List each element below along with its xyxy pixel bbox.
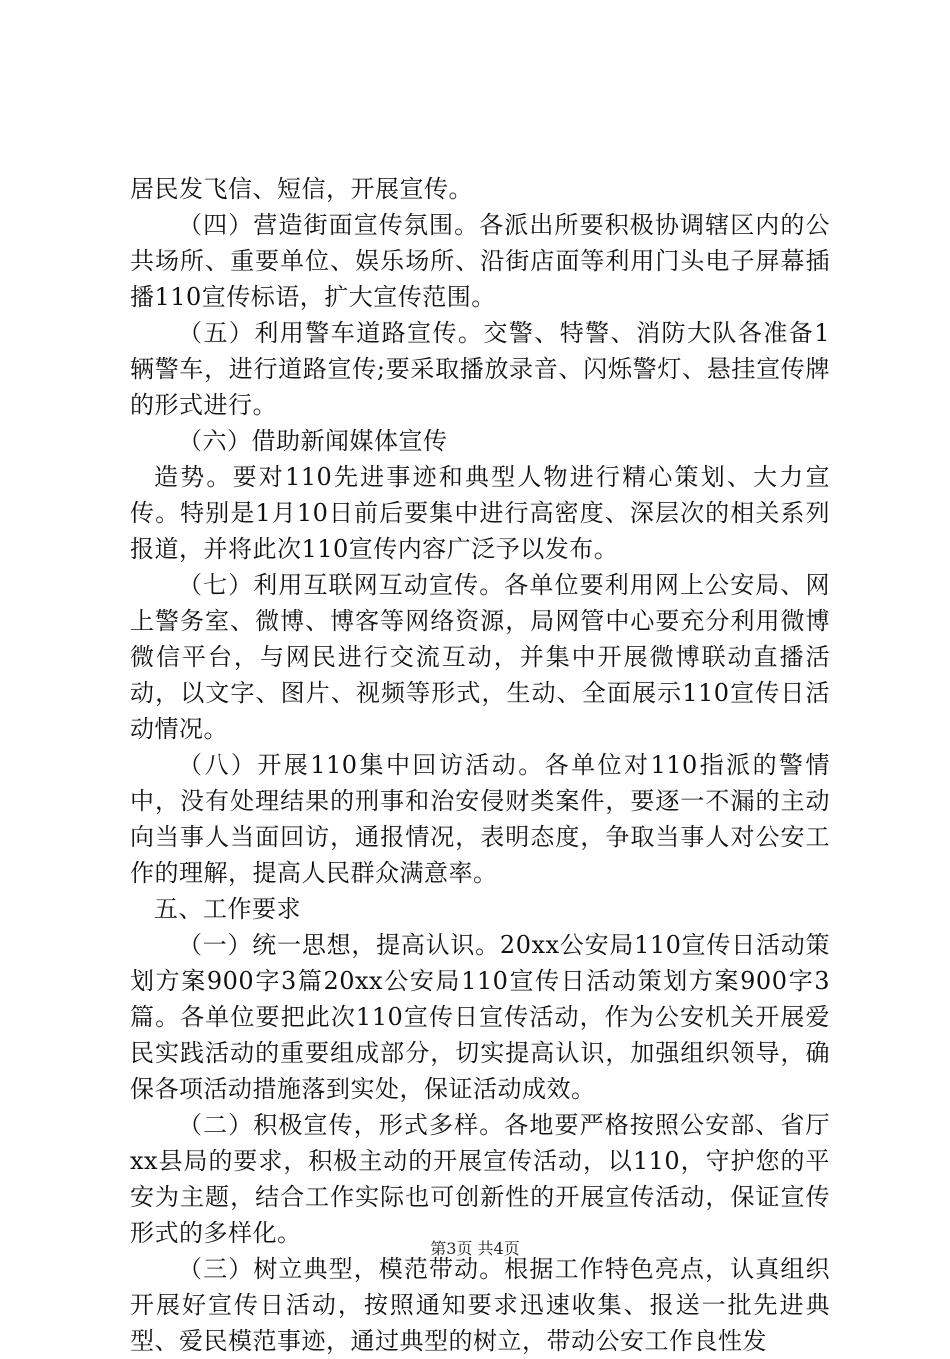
paragraph-item-6-heading: （六）借助新闻媒体宣传 — [178, 427, 448, 455]
paragraph-continuation: 居民发飞信、短信，开展宣传。 — [130, 175, 473, 203]
paragraph-item-7: （七）利用互联网互动宣传。各单位要利用网上公安局、网上警务室、微博、博客等网络资源，局网管中心要充分利用微博微信平台，与网民进行交流互动，并集中开展微博联动直播活动，以文字、图片、视频等形式，生动、全面展示110宣传日活动情况。 — [130, 571, 830, 743]
paragraph-requirement-1: （一）统一思想，提高认识。20xx公安局110宣传日活动策划方案900字3篇20xx公安局110宣传日活动策划方案900字3篇。各单位要把此次110宣传日宣传活动，作为公安机关开展爱民实践活动的重要组成部分，切实提高认识，加强组织领导，确保各项活动措施落到实处，保证活动成效。 — [130, 931, 830, 1103]
paragraph-item-8: （八）开展110集中回访活动。各单位对110指派的警情中，没有处理结果的刑事和治安侵财类案件，要逐一不漏的主动向当事人当面回访，通报情况，表明态度，争取当事人对公安工作的理解，提高人民群众满意率。 — [130, 751, 830, 887]
paragraph-item-5: （五）利用警车道路宣传。交警、特警、消防大队各准备1辆警车，进行道路宣传;要采取播放录音、闪烁警灯、悬挂宣传牌的形式进行。 — [130, 319, 830, 419]
paragraph-requirement-2: （二）积极宣传，形式多样。各地要严格按照公安部、省厅xx县局的要求，积极主动的开展宣传活动，以110，守护您的平安为主题，结合工作实际也可创新性的开展宣传活动，保证宣传形式的多样化。 — [130, 1111, 830, 1247]
section-heading-work-requirements: 五、工作要求 — [154, 895, 301, 923]
paragraph-item-6-body: 造势。要对110先进事迹和典型人物进行精心策划、大力宣传。特别是1月10日前后要集中进行高密度、深层次的相关系列报道，并将此次110宣传内容广泛予以发布。 — [130, 463, 830, 563]
paragraph-item-4: （四）营造街面宣传氛围。各派出所要积极协调辖区内的公共场所、重要单位、娱乐场所、沿街店面等利用门头电子屏幕插播110宣传标语，扩大宣传范围。 — [130, 211, 830, 311]
document-body — [130, 171, 830, 1359]
page-number-footer: 第3页 共4页 — [430, 1239, 520, 1258]
paragraph-requirement-3: （三）树立典型，模范带动。根据工作特色亮点，认真组织开展好宣传日活动，按照通知要求迅速收集、报送一批先进典型、爱民模范事迹，通过典型的树立，带动公安工作良性发 — [130, 1255, 830, 1355]
